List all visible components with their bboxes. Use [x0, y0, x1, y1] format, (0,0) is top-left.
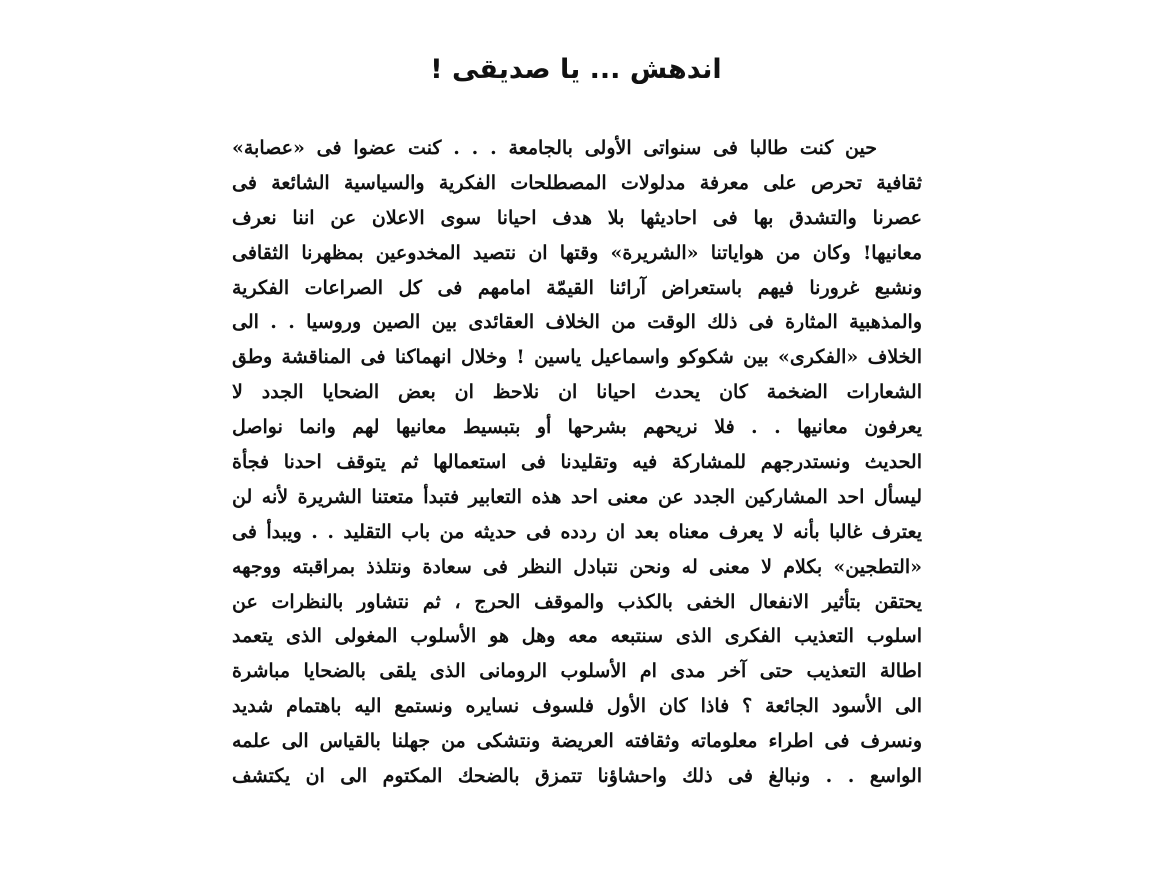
- text-line: الحديث ونستدرجهم للمشاركة فيه وتقليدنا فى استعمالها ثم يتوقف احدنا فجأة: [232, 451, 922, 474]
- text-line: الى الأسود الجائعة ؟ فاذا كان الأول فلسوف نسايره ونستمع اليه باهتمام شديد: [232, 695, 922, 718]
- body-text: [232, 131, 922, 794]
- text-line: يحتقن بتأثير الانفعال الخفى بالكذب والموقف الحرج ، ثم نتشاور بالنظرات عن: [232, 590, 922, 613]
- text-line: معانيها! وكان من هواياتنا «الشريرة» وقتها ان نتصيد المخدوعين بمظهرنا الثقافى: [232, 241, 922, 264]
- page-title: اندهش ... يا صديقى !: [430, 54, 722, 85]
- text-line: اسلوب التعذيب الفكرى الذى سنتبعه معه وهل هو الأسلوب المغولى الذى يتعمد: [232, 625, 922, 648]
- text-line: ليسأل احد المشاركين الجدد عن معنى احد هذه التعابير فتبدأ متعتنا الشريرة لأنه لن: [232, 485, 922, 508]
- text-line: الواسع . . ونبالغ فى ذلك واحشاؤنا تتمزق بالضحك المكتوم الى ان يكتشف: [232, 765, 922, 788]
- text-line: ونسرف فى اطراء معلوماته وثقافته العريضة ونتشكى من جهلنا بالقياس الى علمه: [232, 730, 922, 753]
- text-line: يعرفون معانيها . . فلا نريحهم بشرحها أو بتبسيط معانيها لهم وانما نواصل: [232, 416, 922, 439]
- text-line: يعترف غالبا بأنه لا يعرف معناه بعد ان ردده فى حديثه من باب التقليد . . ويبدأ فى: [232, 520, 922, 543]
- text-line: «التطجين» بكلام لا معنى له ونحن نتبادل النظر فى سعادة ونتلذذ بمراقبته ووجهه: [232, 555, 922, 578]
- text-line: والمذهبية المثارة فى ذلك الوقت من الخلاف العقائدى بين الصين وروسيا . . الى: [232, 311, 922, 334]
- text-line: الشعارات الضخمة كان يحدث احيانا ان نلاحظ ان بعض الضحايا الجدد لا: [232, 381, 922, 404]
- text-line: حين كنت طالبا فى سنواتى الأولى بالجامعة . . . كنت عضوا فى «عصابة»: [232, 137, 877, 159]
- text-line: ونشبع غرورنا فيهم باستعراض آرائنا القيمّة امامهم فى كل الصراعات الفكرية: [232, 276, 922, 299]
- text-line: الخلاف «الفكرى» بين شكوكو واسماعيل ياسين ! وخلال انهماكنا فى المناقشة وطق: [232, 346, 922, 369]
- text-line: عصرنا والتشدق بها فى احاديثها بلا هدف احيانا سوى الاعلان عن اننا نعرف: [232, 206, 922, 229]
- text-line: اطالة التعذيب حتى آخر مدى ام الأسلوب الرومانى الذى يلقى بالضحايا مباشرة: [232, 660, 922, 683]
- text-line: ثقافية تحرص على معرفة مدلولات المصطلحات الفكرية والسياسية الشائعة فى: [232, 171, 922, 194]
